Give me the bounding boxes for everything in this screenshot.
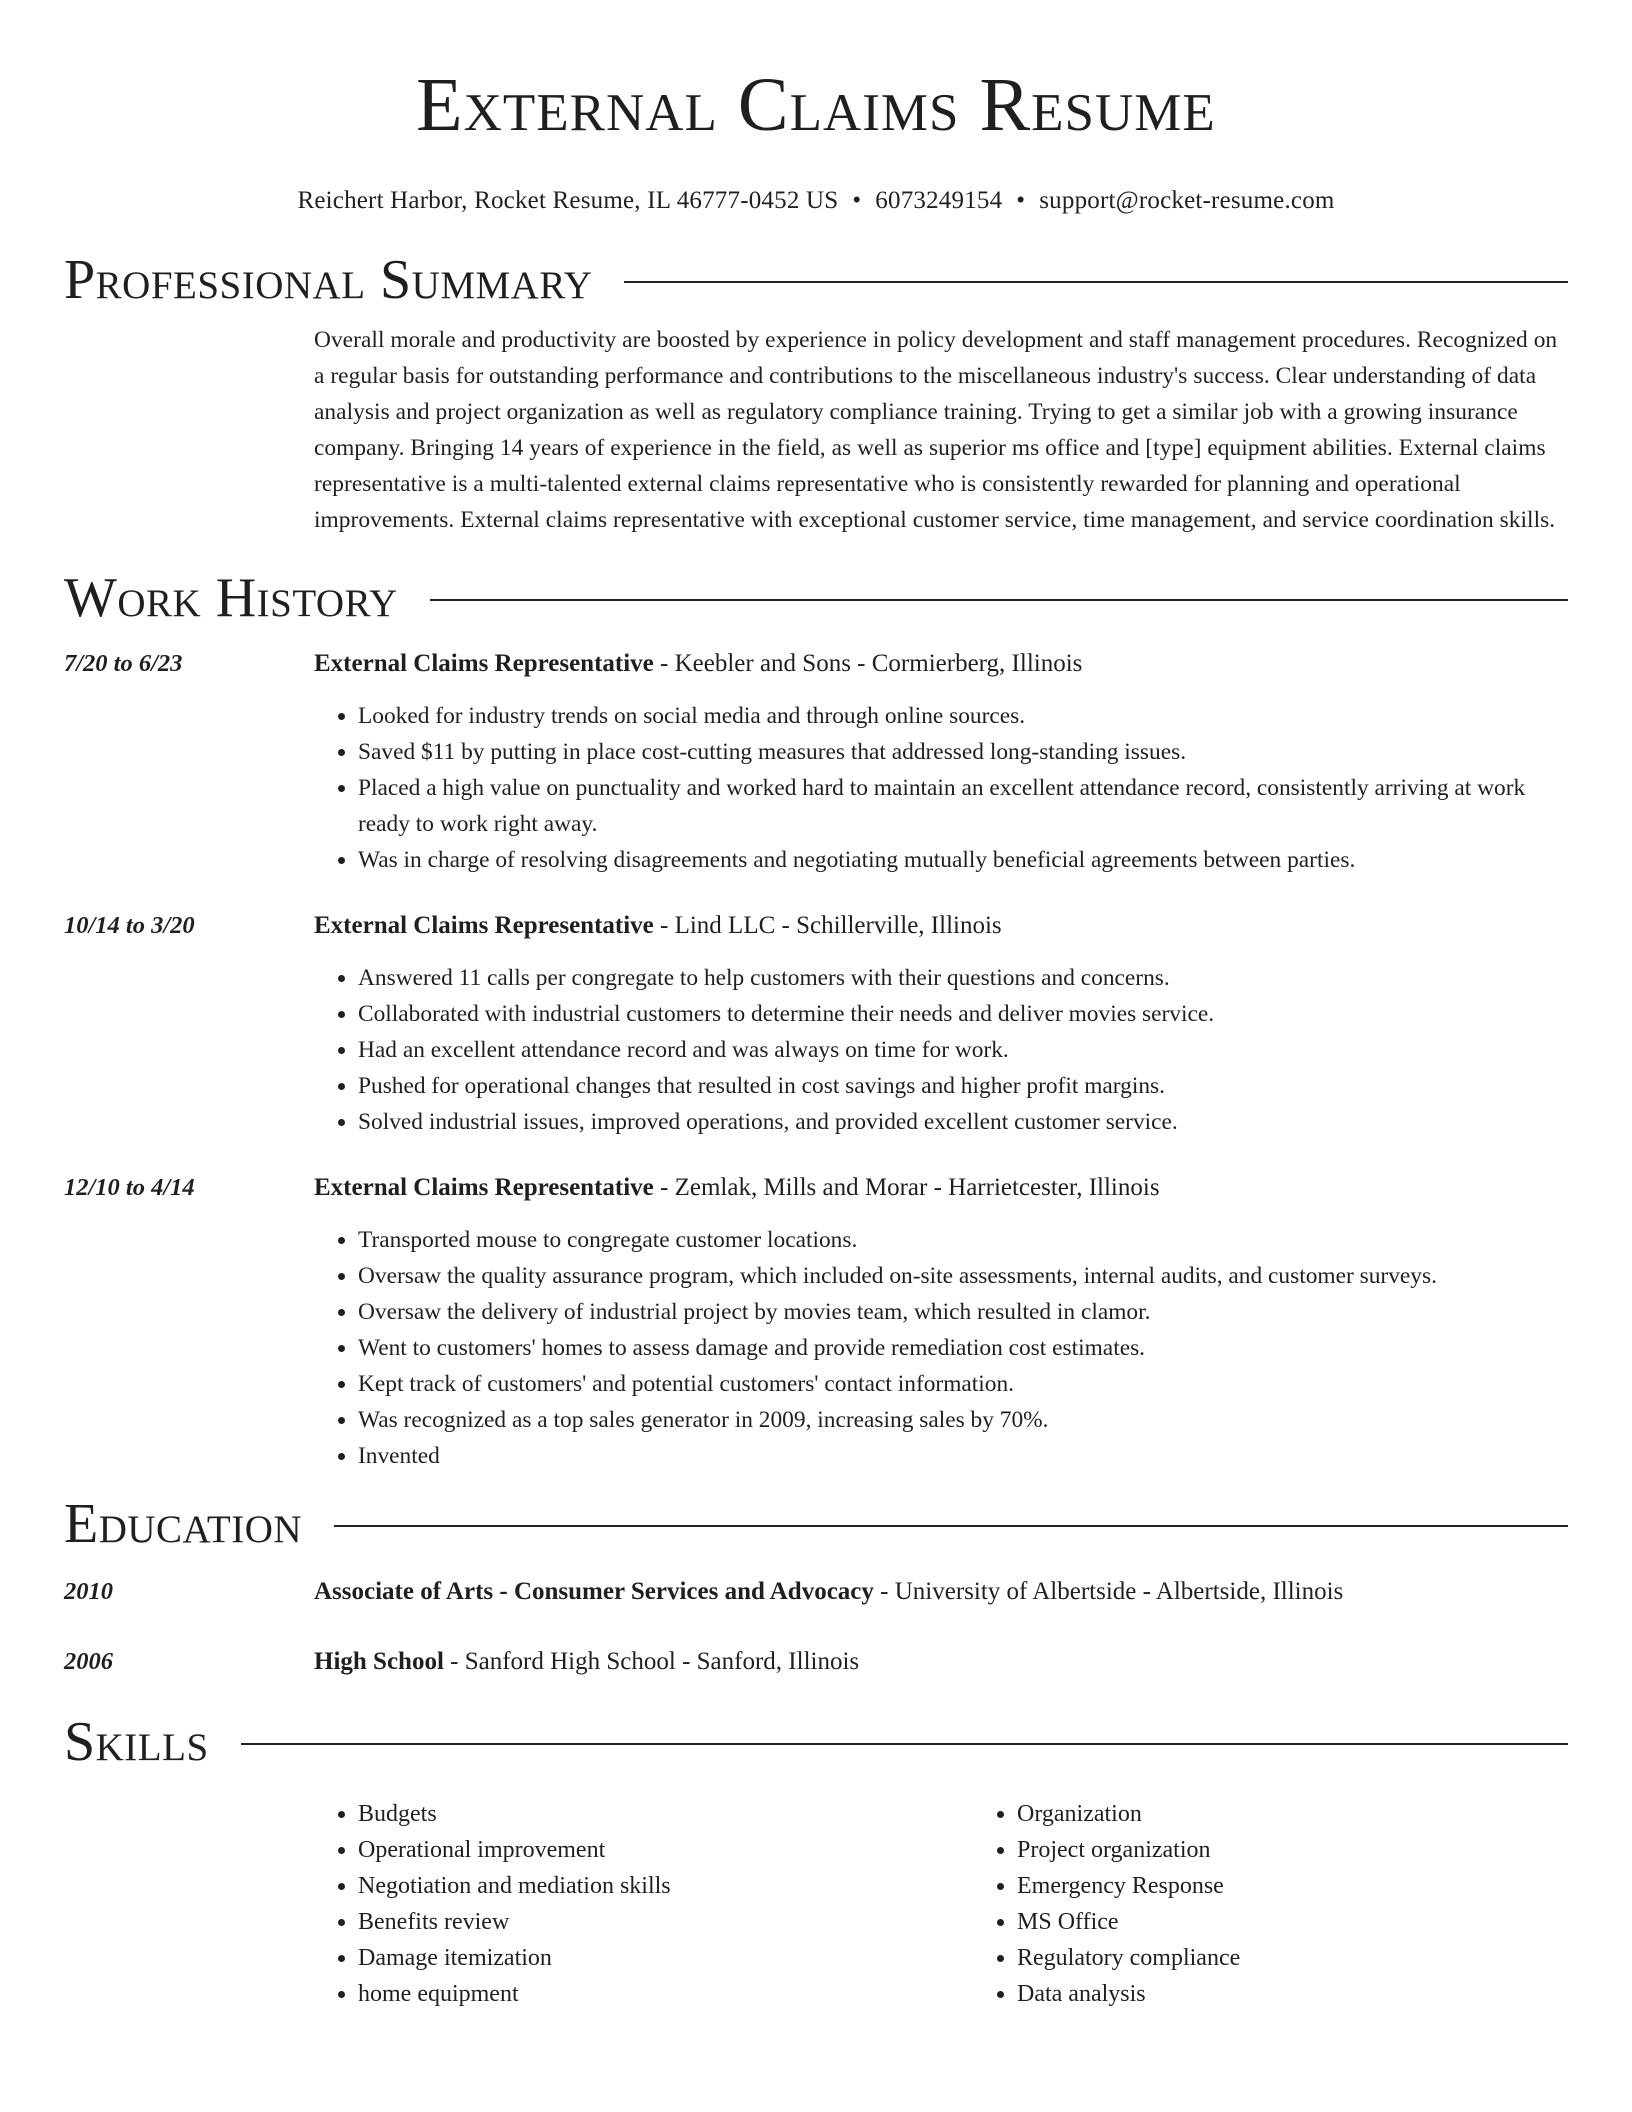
list-item: • Answered 11 calls per congregate to help customers with their questions and concerns. [358, 960, 1568, 996]
job-bullets [314, 698, 1568, 878]
education-headline [314, 1574, 1568, 1610]
address: Reichert Harbor, Rocket Resume, IL 46777-0452 US [297, 187, 839, 214]
education-degree: Associate of Arts - Consumer Services and Advocacy [314, 1578, 874, 1605]
list-item: • Placed a high value on punctuality and worked hard to maintain an excellent attendance record, consistently arriving at work ready to work right away. [358, 770, 1568, 842]
list-item: • Saved $11 by putting in place cost-cutting measures that addressed long-standing issues. [358, 734, 1568, 770]
skills-section-header [64, 1710, 1568, 1774]
email: support@rocket-resume.com [1039, 187, 1335, 214]
list-item: • Regulatory compliance [1017, 1940, 1632, 1976]
list-item: • Emergency Response [1017, 1868, 1632, 1904]
skills-heading: Skills [64, 1711, 209, 1773]
education-degree: High School [314, 1648, 444, 1675]
section-divider [430, 599, 1568, 601]
job-company: - Lind LLC - Schillerville, Illinois [653, 912, 1002, 939]
list-item: • Project organization [1017, 1832, 1632, 1868]
phone: 6073249154 [875, 187, 1003, 214]
list-item: • Kept track of customers' and potential customers' contact information. [358, 1366, 1568, 1402]
list-item: • Oversaw the delivery of industrial project by movies team, which resulted in clamor. [358, 1294, 1568, 1330]
education-section-header [64, 1492, 1568, 1556]
education-heading: Education [64, 1493, 303, 1555]
list-item: • MS Office [1017, 1904, 1632, 1940]
skills-columns [314, 1796, 1632, 2012]
list-item: • Went to customers' homes to assess damage and provide remediation cost estimates. [358, 1330, 1568, 1366]
summary-section-header [64, 248, 1568, 312]
list-item: • Negotiation and mediation skills [358, 1868, 973, 1904]
work-section-header [64, 566, 1568, 630]
job-title: External Claims Representative [314, 1174, 654, 1201]
section-divider [241, 1743, 1568, 1745]
job-entry [64, 646, 1568, 878]
list-item: • Budgets [358, 1796, 973, 1832]
summary-row [64, 322, 1568, 538]
contact-line [64, 186, 1568, 216]
job-title: External Claims Representative [314, 650, 654, 677]
list-item: • Was recognized as a top sales generator in 2009, increasing sales by 70%. [358, 1402, 1568, 1438]
list-item: • Was in charge of resolving disagreements and negotiating mutually beneficial agreements between parties. [358, 842, 1568, 878]
education-headline [314, 1644, 1568, 1680]
summary-text: Overall morale and productivity are boosted by experience in policy development and staff management procedures. Recognized on a regular basis for outstanding performance and contributions to the miscellaneous industry's success. Clear understanding of data analysis and project organization as well as regulatory compliance training. Trying to get a similar job with a growing insurance company. Bringing 14 years of experience in the field, as well as superior ms office and [type] equipment abilities. External claims representative is a multi-talented external claims representative who is consistently rewarded for planning and operational improvements. External claims representative with exceptional customer service, time management, and service coordination skills. [314, 327, 1558, 533]
resume-title: External Claims Resume [416, 63, 1216, 147]
education-year: 2010 [64, 1578, 113, 1605]
job-dates: 12/10 to 4/14 [64, 1174, 195, 1201]
separator-dot: • [1016, 187, 1026, 214]
job-headline [314, 646, 1568, 682]
list-item: • Data analysis [1017, 1976, 1632, 2012]
list-item: • Collaborated with industrial customers to determine their needs and deliver movies service. [358, 996, 1568, 1032]
list-item: • Had an excellent attendance record and was always on time for work. [358, 1032, 1568, 1068]
education-entry [64, 1644, 1568, 1680]
job-company: - Keebler and Sons - Cormierberg, Illinois [653, 650, 1083, 677]
job-entry [64, 1170, 1568, 1474]
skills-list-left [314, 1796, 973, 2012]
education-year: 2006 [64, 1648, 113, 1675]
job-entry [64, 908, 1568, 1140]
job-dates: 7/20 to 6/23 [64, 650, 183, 677]
skills-list-right [973, 1796, 1632, 2012]
education-entry [64, 1574, 1568, 1610]
list-item: • Operational improvement [358, 1832, 973, 1868]
education-school: - University of Albertside - Albertside, Illinois [873, 1578, 1344, 1605]
list-item: • Solved industrial issues, improved operations, and provided excellent customer service. [358, 1104, 1568, 1140]
list-item: • Transported mouse to congregate customer locations. [358, 1222, 1568, 1258]
section-divider [624, 281, 1568, 283]
list-item: • Damage itemization [358, 1940, 973, 1976]
job-bullets [314, 1222, 1568, 1474]
list-item: • home equipment [358, 1976, 973, 2012]
skills-row [64, 1796, 1568, 2012]
list-item: • Pushed for operational changes that resulted in cost savings and higher profit margins. [358, 1068, 1568, 1104]
list-item: • Benefits review [358, 1904, 973, 1940]
list-item: • Invented [358, 1438, 1568, 1474]
job-company: - Zemlak, Mills and Morar - Harrietcester, Illinois [653, 1174, 1160, 1201]
job-title: External Claims Representative [314, 912, 654, 939]
list-item: • Oversaw the quality assurance program, which included on-site assessments, internal audits, and customer surveys. [358, 1258, 1568, 1294]
summary-heading: Professional Summary [64, 249, 593, 311]
list-item: • Looked for industry trends on social media and through online sources. [358, 698, 1568, 734]
work-heading: Work History [64, 567, 398, 629]
job-headline [314, 1170, 1568, 1206]
list-item: • Organization [1017, 1796, 1632, 1832]
separator-dot: • [852, 187, 862, 214]
section-divider [334, 1525, 1568, 1527]
job-dates: 10/14 to 3/20 [64, 912, 195, 939]
education-school: - Sanford High School - Sanford, Illinois [443, 1648, 860, 1675]
job-bullets [314, 960, 1568, 1140]
job-headline [314, 908, 1568, 944]
